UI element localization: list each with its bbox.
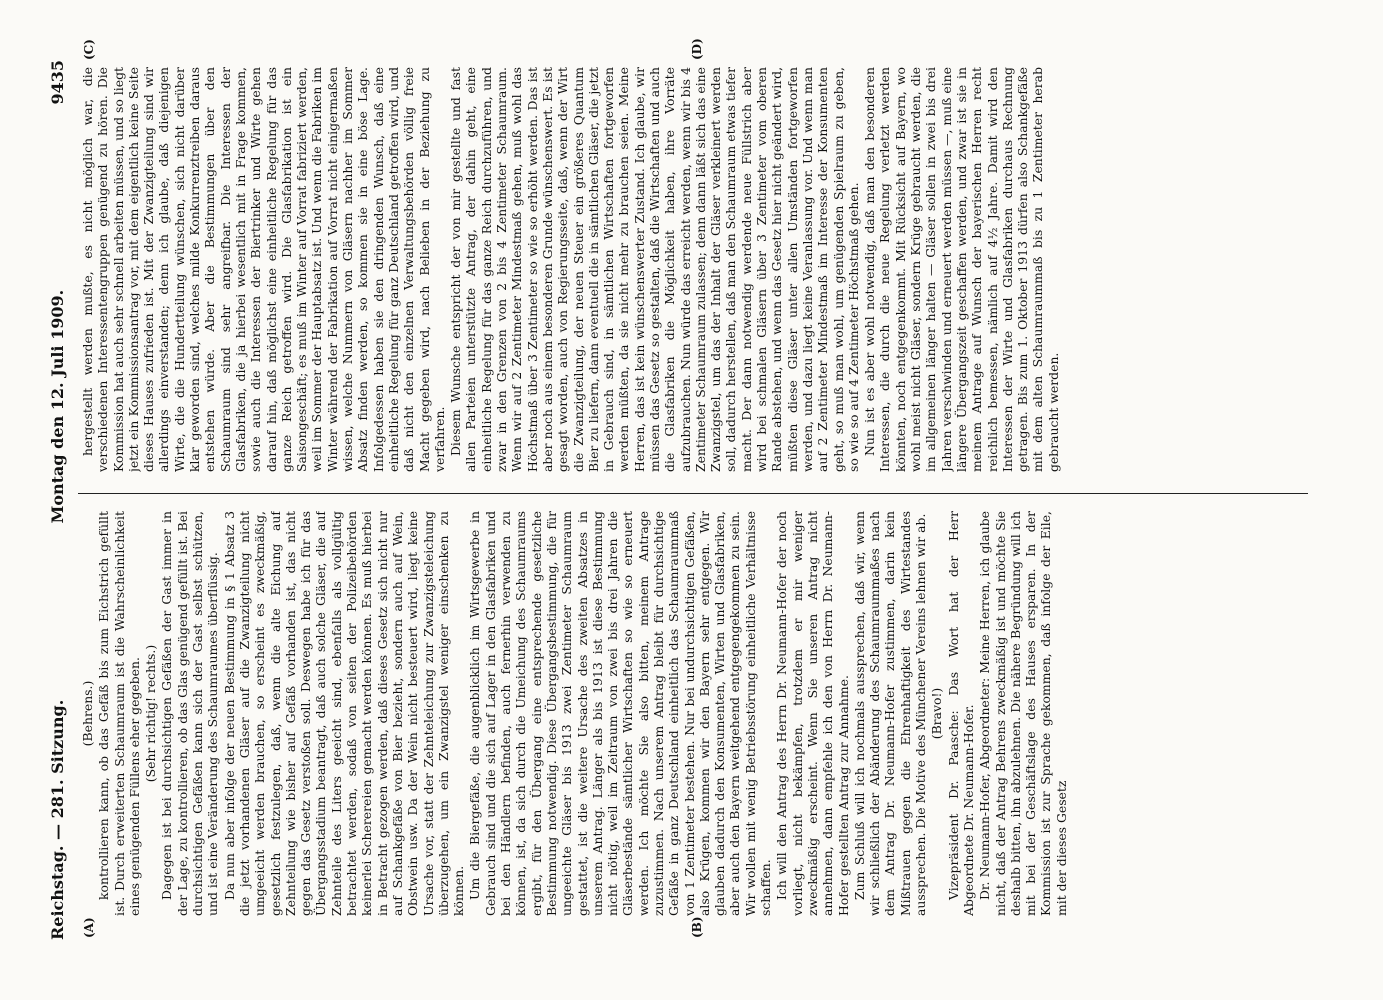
paragraph: Dagegen ist bei durchsichtigen Gefäßen der Gast immer in der Lage, zu kontrollieren, ob das Glas genügend gefüllt ist. Bei durchsichtigen Gefäßen kann sich der Gast selbst schützen, und ist eine Veränderung des Schaumraumes überflüssig.: [159, 511, 221, 916]
right-column: [80, 67, 1300, 472]
header-date: Montag den 12. Juli 1909.: [48, 289, 67, 524]
margin-marker-c: (C): [82, 39, 96, 60]
paragraph: Zum Schluß will ich nochmals aussprechen, daß wir, wenn wir schließlich der Abänderung des Schaumraummaßes nach dem Antrag Dr. Neumann-Hofer zustimmen, darin kein Mißtrauen gegen die Ehrenhaftigkeit des Wirtestandes aussprechen. Die Motive des Münchener Vereins lehnen wir ab.: [851, 511, 929, 916]
page-number: 9435: [48, 60, 67, 105]
paragraph: Ich will den Antrag des Herrn Dr. Neumann-Hofer der noch vorliegt, nicht bekämpfen, trotzdem er mir weniger zweckmäßig erscheint. Wenn Sie unseren Antrag nicht annehmen, dann empfehle ich den von Herrn Dr. Neumann-Hofer gestellten Antrag zur Annahme.: [774, 511, 851, 916]
paragraph: kontrollieren kann, ob das Gefäß bis zum Eichstrich gefüllt ist. Durch erweiterten Schaumraum ist die Wahrscheinlichkeit eines genügenden Füllens eher gegeben.: [96, 511, 142, 916]
margin-marker-b: (B): [690, 916, 704, 938]
speaker-label: (Behrens.): [80, 680, 95, 747]
paragraph: Nun ist es aber wohl notwendig, daß man den besonderen Interessen, die durch die neue Regelung verletzt werden könnten, noch entgegenkommt. Mit Rücksicht auf Bayern, wo wohl meist nicht Gläser, sondern Krüge gebraucht werden, die im allgemeinen länger halten — Gläser sollen in zwei bis drei Jahren verschwinden und erneuert werden müssen —, muß eine längere Übergangszeit geschaffen werden, und zwar ist sie in meinem Antrage auf Wunsch der bayerischen Herren recht reichlich bemessen, nämlich auf 4½ Jahre. Damit wird den Interessen der Wirte und Glasfabriken durchaus Rechnung getragen. Bis zum 1. Oktober 1913 dürfen also Schankgefäße mit dem alten Schaumraummaß bis zu 1 Zentimeter herab gebraucht werden.: [862, 67, 1061, 472]
margin-marker-a: (A): [82, 917, 96, 938]
left-column: [80, 511, 1300, 916]
paragraph: Dr. Neumann-Hofer, Abgeordneter: Meine Herren, ich glaube nicht, daß der Antrag Behrens zweckmäßig ist und möchte Sie deshalb bitten, ihn abzulehnen. Die nähere Begründung will ich mit bei der Geschäftslage des Hauses ersparen. In der Kommission ist zur Sprache gekommen, daß infolge der Eile, mit der dieses Gesetz: [977, 511, 1069, 916]
paragraph: hergestellt werden mußte, es nicht möglich war, die verschiedenen Interessentengruppen genügend zu hören. Die Kommission hat auch sehr schnell arbeiten müssen, und so liegt jetzt ein Kommissionsantrag vor, mit dem eigentlich keine Seite dieses Hauses zufrieden ist. Mit der Zwanzigteilung sind wir allerdings einverstanden; denn ich glaube, daß diejenigen Wirte, die die Hundertteilung wünschen, sich nicht darüber klar geworden sind, welches milde Konkurrenztreiben daraus entstehen würde. Aber die Bestimmungen über den Schaumraum sind sehr angreifbar. Die Interessen der Glasfabriken, die ja hierbei wesentlich mit in Frage kommen, sowie auch die Interessen der Biertrinker und Wirte gehen darauf hin, daß möglichst eine einheitliche Regelung für das ganze Reich getroffen wird. Die Glasfabrikation ist ein Saisongeschäft; es muß im Winter auf Vorrat fabriziert werden, weil im Sommer der Hauptabsatz ist. Und wenn die Fabriken im Winter während der Fabrikation auf Vorrat nicht einigermaßen wissen, welche Nummern von Gläsern nachher im Sommer Absatz finden werden, so kommen sie in eine böse Lage. Infolgedessen haben sie den dringenden Wunsch, daß eine einheitliche Regelung für ganz Deutschland getroffen wird, und daß nicht den einzelnen Verwaltungsbehörden völlig freie Macht gegeben wird, nach Belieben in der Beziehung zu verfahren.: [80, 67, 447, 472]
interjection: (Sehr richtig! rechts.): [143, 644, 159, 783]
margin-marker-d: (D): [690, 38, 704, 60]
page-header: [48, 60, 70, 940]
column-divider: [78, 493, 1308, 494]
paragraph: Vizepräsident Dr. Paasche: Das Wort hat der Herr Abgeordnete Dr. Neumann-Hofer.: [945, 511, 976, 916]
paragraph: Diesem Wunsche entspricht der von mir gestellte und fast allen Parteien unterstützte Antrag, der dahin geht, eine einheitliche Regelung für das ganze Reich durchzuführen, und zwar in den Grenzen von 2 bis 4 Zentimeter Schaumraum. Wenn wir auf 2 Zentimeter Mindestmaß gehen, muß wohl das Höchstmaß über 3 Zentimeter so wie so erhöht werden. Das ist aber noch aus einem besonderen Grunde wünschenswert. Es ist gesagt worden, auch von Regierungsseite, daß, wenn der Wirt die Zwanzigteilung, der neuen Steuer ein größeres Quantum Bier zu liefern, dann eventuell die in sämtlichen Gläser, die jetzt in Gebrauch sind, in sämtlichen Wirtschaften fortgeworfen werden müßten, da sie nicht mehr zu brauchen seien. Meine Herren, das ist kein wünschenswerter Zustand. Ich glaube, wir müssen das Gesetz so gestalten, daß die Wirtschaften und auch die Glasfabriken die Möglichkeit haben, ihre Vorräte aufzubrauchen. Nun würde das erreicht werden, wenn wir bis 4 Zentimeter Schaumraum zulassen; denn dann läßt sich das eine Zwanzigstel, um das der Inhalt der Gläser verkleinert werden soll, dadurch herstellen, daß man den Schaumraum etwas tiefer macht. Der dann notwendig werdende neue Füllstrich aber wird bei schmalen Gläsern über 3 Zentimeter vom oberen Rande abstehen, und wenn das Gesetz hier nicht geändert wird, müßten diese Gläser unter allen Umständen fortgeworfen werden, und dazu liegt keine Veranlassung vor. Und wenn man auf 2 Zentimeter Mindestmaß im Interesse der Konsumenten geht, so muß man wohl, um genügenden Spielraum zu geben, so wie so auf 4 Zentimeter Höchstmaß gehen.: [448, 67, 861, 472]
paragraph: Da nun aber infolge der neuen Bestimmung in § 1 Absatz 3 die jetzt vorhandenen Gläser auf die Zwanzigteilung nicht umgeeicht werden brauchen, so erscheint es zweckmäßig, gesetzlich festzulegen, daß, wenn die alte Eichung auf Zehnteilung wie bisher auf Gefäß vorhanden ist, das nicht gegen das Gesetz verstoßen soll. Deswegen habe ich für das Übergangsstadium beantragt, daß auch solche Gläser, die auf Zehnteile des Liters geeicht sind, ebenfalls als vollgültig betrachtet werden, sodaß von seiten der Polizeibehörden keinerlei Scherereien gemacht werden können. Es muß hierbei in Betracht gezogen werden, daß dieses Gesetz sich nicht nur auf Schankgefäße von Bier bezieht, sondern auch auf Wein, Obstwein usw. Da der Wein nicht besteuert wird, liegt keine Ursache vor, statt der Zehnteleichung zur Zwanzigsteleichung überzugehen, um ein Zwanzigstel weniger einschenken zu können.: [221, 511, 467, 916]
header-session: Reichstag. — 281. Sitzung.: [48, 699, 67, 940]
paragraph: Um die Biergefäße, die augenblicklich im Wirtsgewerbe in Gebrauch sind und die sich auf Lager in den Glasfabriken und bei den Händlern befinden, auch fernerhin verwenden zu können, ist, da sich durch die Umeichung des Schaumraums ergibt, für den Übergang eine entsprechende gesetzliche Bestimmung notwendig. Diese Übergangsbestimmung, die für ungeeichte Gläser bis 1913 zwei Zentimeter Schaumraum gestattet, ist die weitere Ursache des zweiten Absatzes in unserem Antrag. Länger als bis 1913 ist diese Bestimmung nicht nötig, weil im Zeitraum von zwei bis drei Jahren die Gläserbestände sämtlicher Wirtschaften so wie so erneuert werden. Ich möchte Sie also bitten, meinem Antrage zuzustimmen. Nach unserem Antrag bleibt für durchsichtige Gefäße in ganz Deutschland einheitlich das Schaumraummaß von 1 Zentimeter bestehen. Nur bei undurchsichtigen Gefäßen, also Krügen, kommen wir den Bayern sehr entgegen. Wir glauben dadurch den Konsumenten, Wirten und Glasfabriken, aber auch den Bayern weitgehend entgegengekommen zu sein. Wir wollen mit wenig Betriebsstörung einheitliche Verhältnisse schaffen.: [467, 511, 774, 916]
interjection: (Bravo!): [929, 687, 945, 740]
